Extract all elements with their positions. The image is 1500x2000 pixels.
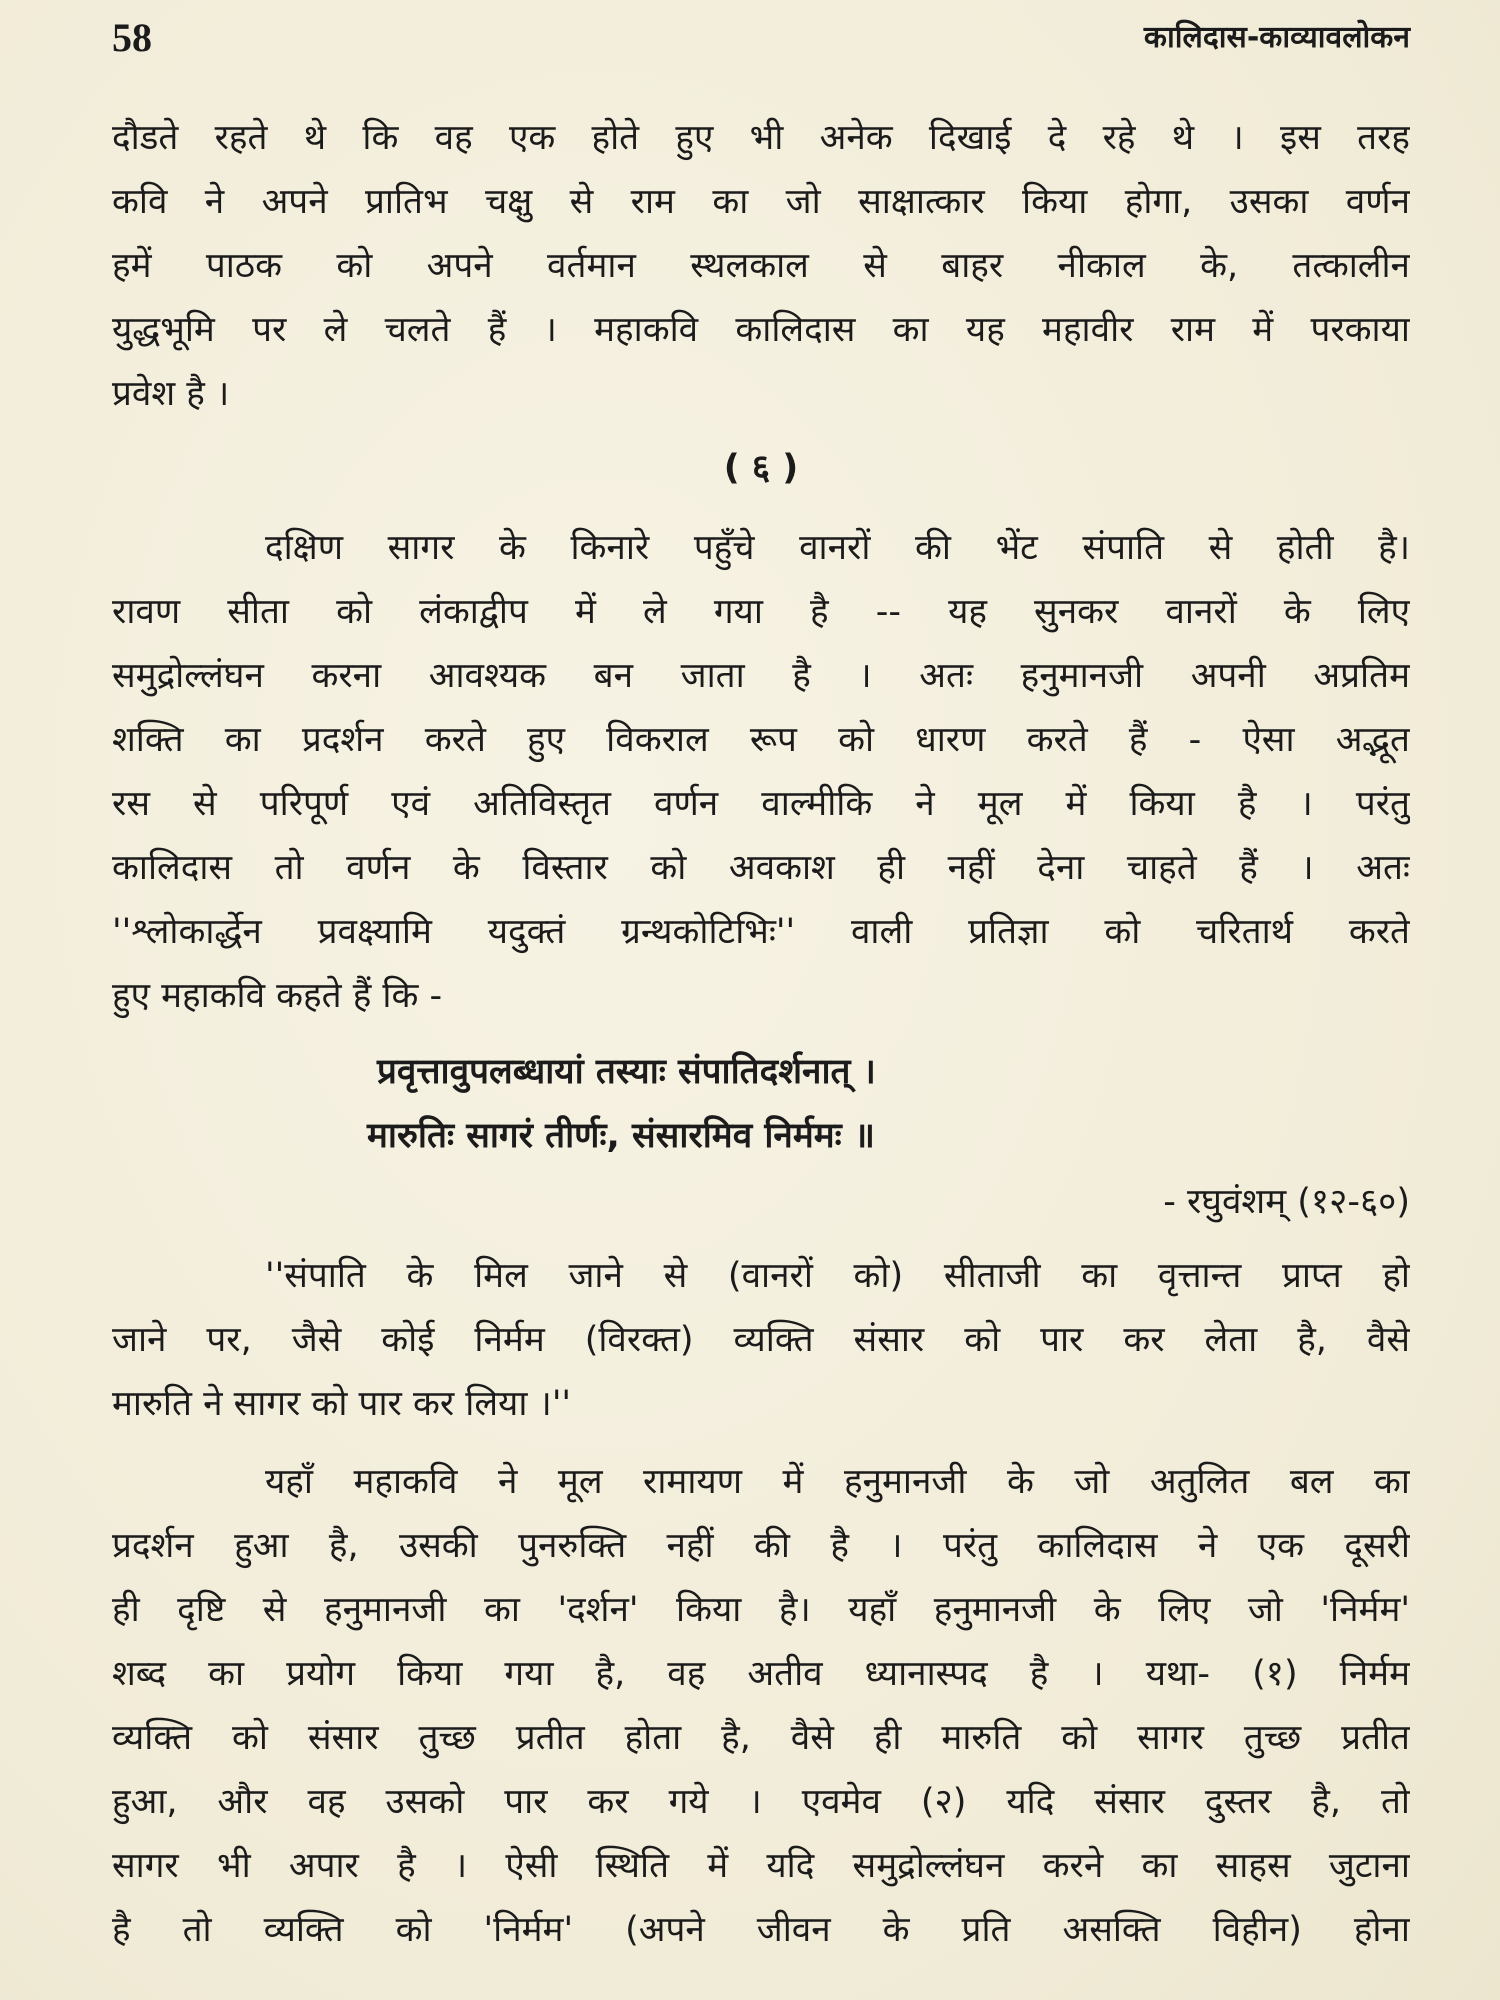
section-number: ( ६ )	[723, 448, 799, 488]
sanskrit-verse	[112, 1040, 1410, 1168]
text-line: ही दृष्टि से हनुमानजी का 'दर्शन' किया है। यहाँ हनुमानजी के लिए जो 'निर्मम'	[112, 1590, 1410, 1630]
paragraph-3	[112, 1244, 1410, 1436]
text-line: हुए महाकवि कहते हैं कि -	[112, 976, 443, 1016]
text-line: मारुति ने सागर को पार कर लिया ।''	[112, 1384, 572, 1424]
text-line: रस से परिपूर्ण एवं अतिविस्तृत वर्णन वाल्मीकि ने मूल में किया है । परंतु	[112, 784, 1410, 824]
verse-line: प्रवृत्तावुपलब्धायां तस्याः संपातिदर्शनात् ।	[377, 1052, 876, 1092]
text-line: प्रवेश है ।	[112, 374, 230, 414]
text-line: ''श्लोकार्द्धेन प्रवक्ष्यामि यदुक्तं ग्रन्थकोटिभिः'' वाली प्रतिज्ञा को चरितार्थ करते	[112, 912, 1410, 952]
text-line: दक्षिण सागर के किनारे पहुँचे वानरों की भेंट संपाति से होती है।	[265, 528, 1410, 568]
text-line: व्यक्ति को संसार तुच्छ प्रतीत होता है, वैसे ही मारुति को सागर तुच्छ प्रतीत	[112, 1718, 1410, 1758]
text-line: युद्धभूमि पर ले चलते हैं । महाकवि कालिदास का यह महावीर राम में परकाया	[112, 310, 1410, 350]
text-line: प्रदर्शन हुआ है, उसकी पुनरुक्ति नहीं की है । परंतु कालिदास ने एक दूसरी	[112, 1526, 1410, 1566]
text-line: सागर भी अपार है । ऐसी स्थिति में यदि समुद्रोल्लंघन करने का साहस जुटाना	[112, 1846, 1410, 1886]
text-line: कालिदास तो वर्णन के विस्तार को अवकाश ही नहीं देना चाहते हैं । अतः	[112, 848, 1410, 888]
text-line: हमें पाठक को अपने वर्तमान स्थलकाल से बाहर नीकाल के, तत्कालीन	[112, 246, 1410, 286]
paragraph-2	[112, 516, 1410, 1028]
page-number: 58	[112, 15, 152, 60]
text-line: जाने पर, जैसे कोई निर्मम (विरक्त) व्यक्ति संसार को पार कर लेता है, वैसे	[112, 1320, 1410, 1360]
text-line: कवि ने अपने प्रातिभ चक्षु से राम का जो साक्षात्कार किया होगा, उसका वर्णन	[112, 182, 1410, 222]
text-line: शब्द का प्रयोग किया गया है, वह अतीव ध्यानास्पद है । यथा- (१) निर्मम	[112, 1654, 1410, 1694]
page-header	[112, 10, 1410, 66]
paragraph-1	[112, 106, 1410, 426]
running-title: कालिदास-काव्यावलोकन	[1143, 20, 1410, 55]
text-line: ''संपाति के मिल जाने से (वानरों को) सीताजी का वृत्तान्त प्राप्त हो	[265, 1256, 1410, 1296]
text-line: है तो व्यक्ति को 'निर्मम' (अपने जीवन के प्रति असक्ति विहीन) होना	[112, 1910, 1410, 1950]
verse-line: मारुतिः सागरं तीर्णः, संसारमिव निर्ममः ॥	[367, 1116, 875, 1156]
text-line: रावण सीता को लंकाद्वीप में ले गया है -- यह सुनकर वानरों के लिए	[112, 592, 1410, 632]
text-line: समुद्रोल्लंघन करना आवश्यक बन जाता है । अतः हनुमानजी अपनी अप्रतिम	[112, 656, 1410, 696]
text-line: दौडते रहते थे कि वह एक होते हुए भी अनेक दिखाई दे रहे थे । इस तरह	[112, 118, 1410, 158]
verse-citation: - रघुवंशम् (१२-६०)	[1163, 1182, 1410, 1222]
paragraph-4	[112, 1450, 1410, 1962]
text-line: हुआ, और वह उसको पार कर गये । एवमेव (२) यदि संसार दुस्तर है, तो	[112, 1782, 1410, 1822]
text-line: शक्ति का प्रदर्शन करते हुए विकराल रूप को धारण करते हैं - ऐसा अद्भूत	[112, 720, 1410, 760]
text-line: यहाँ महाकवि ने मूल रामायण में हनुमानजी के जो अतुलित बल का	[265, 1462, 1410, 1502]
